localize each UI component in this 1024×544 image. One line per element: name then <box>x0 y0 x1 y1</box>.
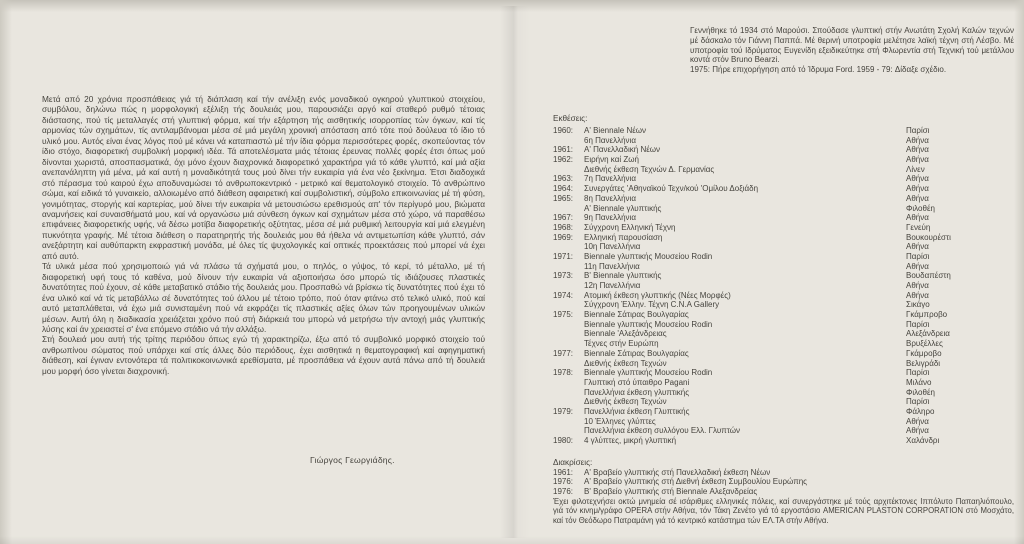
award-row <box>553 477 1014 486</box>
exhibition-location: Βρυξέλλες <box>906 339 943 349</box>
exhibition-name: Β' Biennale γλυπτικής <box>584 271 662 281</box>
exhibition-row <box>553 204 1014 214</box>
exhibition-location: Παρίσι <box>906 397 930 407</box>
exhibition-name: Πανελλήνια έκθεση Γλυπτικής <box>584 406 690 416</box>
exhibition-location: Αθήνα <box>906 174 929 184</box>
award-year: 1961: <box>553 468 574 477</box>
exhibition-name: Σύγχρονη Ελληνική Τέχνη <box>584 222 676 232</box>
exhibition-year: 1971: <box>553 251 574 261</box>
exhibition-location: Γενεύη <box>906 222 931 232</box>
exhibition-location: Φιλοθέη <box>906 203 935 213</box>
exhibition-location: Μιλάνο <box>906 377 932 387</box>
award-text: Α' Βραβείο γλυπτικής στή Διεθνή έκθεση Συμβουλίου Ευρώπης <box>584 477 808 487</box>
award-row <box>553 487 1014 496</box>
exhibition-year: 1964: <box>553 184 574 194</box>
exhibition-row <box>553 329 1014 339</box>
exhibition-year <box>553 262 584 272</box>
award-row <box>553 468 1014 477</box>
exhibition-location: Γκάμπροβο <box>906 310 948 320</box>
page-fold <box>500 6 530 538</box>
exhibition-row <box>553 359 1014 369</box>
exhibition-row <box>553 194 1014 204</box>
exhibition-name: Ειρήνη καί Ζωή <box>584 155 639 165</box>
exhibition-name: Διεθνής έκθεση Τεχνών <box>584 358 667 368</box>
exhibition-location: Βελιγράδι <box>906 358 941 368</box>
exhibition-year <box>553 417 584 427</box>
exhibition-location: Φιλοθέη <box>906 387 935 397</box>
exhibition-year <box>553 242 584 252</box>
award-text: Β' Βραβείο γλυπτικής στή Biennale Αλεξανδρείας <box>584 486 758 496</box>
exhibition-row <box>553 417 1014 427</box>
exhibition-location: Αθήνα <box>906 426 929 436</box>
exhibition-year <box>553 329 584 339</box>
bio-grants-line: 1975: Πήρε επιχορήγηση από τό Ίδρυμα Ford. 1959 - 79: Δίδαξε σχέδιο. <box>690 65 947 75</box>
exhibition-row <box>553 184 1014 194</box>
exhibition-name: Α' Biennale Νέων <box>584 126 647 135</box>
exhibitions-heading: Εκθέσεις: <box>553 114 588 123</box>
award-text: Α' Βραβείο γλυπτικής στή Πανελλαδική έκθεση Νέων <box>584 468 771 477</box>
exhibition-location: Αθήνα <box>906 242 929 252</box>
bio-paragraph: Γεννήθηκε τό 1934 στό Μαρούσι. Σπούδασε γλυπτική στήν Ανωτάτη Σχολή Καλών τεχνών μέ δάσκαλο τόν Γιάννη Παππά. Μέ θερινή υποτροφία μελέτησε λαϊκή τέχνη στή Λέσβο. Μέ υποτροφία τού Ιδρύματος Ευγενίδη εξειδικεύτηκε στή Φλωρεντία στή Τεχνική τού μετάλλου κοντά στόν Bruno Bearzi. <box>690 26 1014 65</box>
exhibition-year: 1960: <box>553 126 574 135</box>
exhibition-location: Αθήνα <box>906 290 929 300</box>
awards-heading: Διακρίσεις: <box>553 458 593 467</box>
exhibition-year: 1975: <box>553 310 574 320</box>
exhibition-year: 1969: <box>553 232 574 242</box>
exhibition-year <box>553 165 584 175</box>
exhibition-location: Γκάμροβο <box>906 348 942 358</box>
exhibition-row <box>553 407 1014 417</box>
exhibition-year <box>553 339 584 349</box>
exhibition-name: Συνεργάτες 'Αθηναϊκού Τεχν/κού 'Ομίλου Δοξιάδη <box>584 184 759 194</box>
exhibition-year: 1980: <box>553 436 574 445</box>
footer-note: Έχει φιλοτεχνήσει οκτώ μνημεία σέ ισάριθμες ελληνικές πόλεις, καί συνεργάστηκε μέ τούς αρχιτέκτονες Ιππόλυτο Παπαηλιόπουλο, γιά τόν κινημ/γράφο OPERA στήν Αθήνα, τόν Τάκη Ζενέτο γιά τό εργοστάσιο AMERICAN PLASTON CORPORATION στό Μοσχάτο, καί τόν Θεόδωρο Πατραμάνη γιά τό κεντρικό κατάστημα τών ΕΛ.ΤΑ στήν Αθήνα. <box>553 497 1014 525</box>
exhibition-name: Biennale 'Αλεξάνδρειας <box>584 329 667 339</box>
exhibition-name: Α' Πανελλαδική Νέων <box>584 145 661 155</box>
exhibition-location: Φάληρο <box>906 406 935 416</box>
exhibition-row <box>553 233 1014 243</box>
exhibition-name: Διεθνής έκθεση Τεχνών <box>584 397 667 407</box>
exhibition-name: Biennale γλυπτικής Μουσείου Rodin <box>584 368 713 378</box>
exhibition-year: 1965: <box>553 193 574 203</box>
exhibition-row <box>553 397 1014 407</box>
exhibition-row <box>553 136 1014 146</box>
exhibition-year <box>553 136 584 146</box>
exhibition-location: Παρίσι <box>906 319 930 329</box>
exhibition-year: 1968: <box>553 222 574 232</box>
exhibition-name: Α' Biennale γλυπτικής <box>584 203 662 213</box>
exhibition-row <box>553 368 1014 378</box>
statement-paragraph-3: Στή δουλειά μου αυτή τής τρίτης περιόδου όπως εγώ τή χαρακτηρίζω, έξω από τό συμβολικό μορφικό στοιχείο τού ανθρωπίνου σώματος πού υπάρχει καί στίς άλλες δύο περιόδους, έχει αισθητικά η θεματογραφική καί αφηγηματική διάθεση, καί έγιναν εντονότερα τά πολιτικοκοινωνικά ερεθίσματα, μέ προσπάθεια νά έχουν αυτά πάνω από τή δουλειά μου μορφή όσο γίνεται διαχρονική. <box>42 334 485 376</box>
exhibition-row <box>553 320 1014 330</box>
exhibition-name: 11η Πανελλήνια <box>584 261 640 271</box>
exhibition-year: 1961: <box>553 145 574 155</box>
exhibition-location: Βουδαπέστη <box>906 271 951 281</box>
exhibition-location: Χαλάνδρι <box>906 436 940 445</box>
exhibition-location: Αθήνα <box>906 135 929 145</box>
exhibition-row <box>553 426 1014 436</box>
exhibition-row <box>553 126 1014 136</box>
exhibition-year: 1977: <box>553 348 574 358</box>
exhibition-name: 4 γλύπτες, μικρή γλυπτική <box>584 436 677 445</box>
exhibition-location: Αθήνα <box>906 155 929 165</box>
exhibition-name: 10 Έλληνες γλύπτες <box>584 416 656 426</box>
exhibition-name: Τέχνες στήν Ευρώπη <box>584 339 659 349</box>
exhibition-name: Γλυπτική στό ύπαιθρο Pagani <box>584 377 690 387</box>
exhibition-year <box>553 397 584 407</box>
exhibition-location: Αθήνα <box>906 416 929 426</box>
exhibition-year: 1963: <box>553 174 574 184</box>
award-year: 1976: <box>553 477 574 487</box>
exhibition-row <box>553 174 1014 184</box>
scan-left-edge <box>0 0 12 544</box>
exhibition-row <box>553 271 1014 281</box>
exhibition-location: Αθήνα <box>906 261 929 271</box>
exhibition-location: Αθήνα <box>906 193 929 203</box>
exhibition-row <box>553 165 1014 175</box>
exhibition-name: Σύγχρονη Έλλην. Τέχνη C.N.A Gallery <box>584 300 720 310</box>
exhibition-year <box>553 281 584 291</box>
exhibition-year: 1967: <box>553 213 574 223</box>
award-year: 1976: <box>553 486 574 496</box>
exhibition-location: Αθήνα <box>906 145 929 155</box>
exhibition-row <box>553 339 1014 349</box>
exhibition-name: Biennale Σάτιρας Βουλγαρίας <box>584 310 689 320</box>
statement-paragraph-2: Τά υλικά μέσα πού χρησιμοποιώ γιά νά πλάσω τά σχήματά μου, ο πηλός, ο γύψος, τό κερί, τό μέταλλο, μέ τή διαφορετική υφή τους τό καθένα, μού δίνουν τήν ευκαιρία νά αξιοποιήσω όσο μπορώ τίς ιδιάζουσες πλαστικές δυνατότητες πού έχουν, σέ κάθε μεταβατικό στάδιο τής δουλειάς μου. Προσπαθώ νά βρίσκω τίς δυνατότητες πού έχει τό ένα υλικό καί νά τίς μεταβάλλω σέ δυνατότητες τού άλλου μέ τέτοιο τρόπο, πού όταν φτάνω στό τελικό υλικό, πού καί αυτό μεταπλάθεται, νά έχω μιά συνισταμένη πού νά εκφράζει τίς πλαστικές αξίες όλων τών προηγουμένων υλικών μέσων. Αυτή όλη η διαδικασία χρειάζεται χρόνο πού στή διάρκειά του μπορώ νά μετρήσω τήν αντοχή μιάς γλυπτικής λύσης καί άν χρειαστεί σ' ένα επόμενο στάδιο νά τήν αλλάξω. <box>42 261 485 334</box>
exhibition-year: 1974: <box>553 290 574 300</box>
exhibition-name: Ελληνική παρουσίαση <box>584 232 663 242</box>
exhibition-name: 8η Πανελλήνια <box>584 193 636 203</box>
exhibition-row <box>553 436 1014 446</box>
exhibition-location: Αθήνα <box>906 184 929 194</box>
exhibition-name: Διεθνής έκθεση Τεχνών Δ. Γερμανίας <box>584 164 715 174</box>
exhibition-location: Αθήνα <box>906 281 929 290</box>
exhibition-year <box>553 388 584 398</box>
exhibition-location: Παρίσι <box>906 251 930 261</box>
exhibition-row <box>553 310 1014 320</box>
exhibition-row <box>553 242 1014 252</box>
artist-signature: Γιώργος Γεωργιάδης. <box>310 455 395 465</box>
exhibition-row <box>553 145 1014 155</box>
exhibition-row <box>553 349 1014 359</box>
exhibition-row <box>553 252 1014 262</box>
exhibition-name: Ατομική έκθεση γλυπτικής (Νέες Μορφές) <box>584 290 731 300</box>
exhibition-row <box>553 281 1014 291</box>
exhibition-location: Βουκουρέστι <box>906 232 951 242</box>
exhibition-row <box>553 262 1014 272</box>
exhibition-location: Παρίσι <box>906 368 930 378</box>
exhibition-name: 12η Πανελλήνια <box>584 281 641 290</box>
exhibition-location: Λίνεν <box>906 164 925 174</box>
exhibition-row <box>553 291 1014 301</box>
exhibition-location: Αλεξάνδρεια <box>906 329 950 339</box>
exhibition-year: 1973: <box>553 271 574 281</box>
exhibition-year <box>553 359 584 369</box>
exhibition-location: Παρίσι <box>906 126 930 135</box>
exhibition-row <box>553 155 1014 165</box>
exhibition-location: Σικάγο <box>906 300 930 310</box>
exhibition-year: 1978: <box>553 368 574 378</box>
awards-list <box>553 468 1014 496</box>
exhibition-row <box>553 388 1014 398</box>
exhibition-row <box>553 213 1014 223</box>
exhibition-name: Biennale γλυπτικής Μουσείου Rodin <box>584 319 713 329</box>
exhibition-year <box>553 320 584 330</box>
exhibition-name: Biennale γλυπτικής Μουσείου Rodin <box>584 251 713 261</box>
exhibition-row <box>553 378 1014 388</box>
exhibition-name: 9η Πανελλήνια <box>584 213 636 223</box>
exhibition-year <box>553 204 584 214</box>
exhibition-name: Biennale Σάτιρας Βουλγαρίας <box>584 348 689 358</box>
artist-statement <box>42 94 485 376</box>
exhibition-year: 1979: <box>553 406 574 416</box>
exhibition-name: 7η Πανελλήνια <box>584 174 636 184</box>
exhibition-year <box>553 426 584 436</box>
exhibition-year: 1962: <box>553 155 574 165</box>
statement-paragraph-1: Μετά από 20 χρόνια προσπάθειας γιά τή διάπλαση καί τήν ανέλιξη ενός μοναδικού ογκηρού γλυπτικού στοιχείου, συμβόλου, δηλώνω πώς η μορφολογική εξέλιξη τής δουλειάς μου, παρουσιάζει αργό καί σταθερό ρυθμό τέτοιας διάστασης, πού τίς μεταλλαγές στή γλυπτική φόρμα, καί τήν εξάρτηση τής αισθητικής ισορροπίας τών όγκων, καί τίς αρμονίας τών σχημάτων, τίς αντιλαμβάνομαι μέσα σέ μιά μεγάλη χρονική απόσταση από τότε πού δούλευα τό ίδιο τό υλικό μου. Αυτός είναι ένας λόγος πού μέ κάνει νά καταπιαστώ μέ τήν ίδια φόρμα περισσότερες φορές, σκοπεύοντας τόν ίδιο στόχο, διαφορετική συμβολική μορφική ιδέα. Τά αποτελέσματα μιάς τέτοιας έρευνας πολλές φορές έτσι όπως μού δίνονται χωριστά, αποσπασματικά, όχι μόνο έχουν διαχρονικά διαφορετικό χαρακτήρα γιά τό κάθε γλυπτό, καί μιά αξία ανεπανάληπτη γιά μένα, μά καί αυτή η μοναδικότητά τους μού δίνει τήν ευκαιρία γιά ένα νέο ξεκίνημα. Έτσι διαδοχικά στό πέρασμα τού καιρού έχω αποδυναμώσει τό ανθρωποκεντρικό - μετρικό καί θεματολογικό στοιχείο. Τό ανθρώπινο σώμα, καί ειδικά τό γυναικείο, αλλοιωμένο από διάθεση αφαιρετική καί συμβολιστική, σύμβολο επικοινωνίας μέ τή φύση, γονιμότητας, στοργής καί καρτερίας, μού δίνει τήν ευκαιρία νά μετουσιώσω ερεθισμούς απ' τόν περίγυρό μου, βιώματα αναμνήσεις καί συναισθήματά μου, καί νά οργανώσω μιά σύνθεση όγκων καί σχημάτων μέσα στό χώρο, νά παραθέσω επιφάνειες διαφορετικής υφής, νά δέσω μοτίβα διαφορετικής οξύτητας, μέσα σέ μιά ρυθμική λειτουργία καί μιά ελεγμένη πυκνότητα γραφής. Μέ τέτοια διάθεση ο παρατηρητής τής δουλειάς μου θά ήθελα νά αντιμετωπίση κάθε γλυπτό, σάν ανεξάρτητη καί αυθύπαρκτη εκφραστική μονάδα, μέ όλες τίς ψυχολογικές καί οπτικές προεκτάσεις πού μπορεί νά έχει από αυτό. <box>42 94 485 261</box>
exhibition-name: Πανελλήνια έκθεση συλλόγου Ελλ. Γλυπτών <box>584 426 741 436</box>
exhibition-row <box>553 223 1014 233</box>
scan-right-edge <box>1014 0 1024 544</box>
exhibition-year <box>553 300 584 310</box>
artist-bio <box>690 26 1014 75</box>
exhibition-row <box>553 300 1014 310</box>
exhibition-name: 10η Πανελλήνια <box>584 242 641 252</box>
exhibitions-list <box>553 126 1014 446</box>
exhibition-name: 6η Πανελλήνια <box>584 135 636 145</box>
exhibition-location: Αθήνα <box>906 213 929 223</box>
exhibition-name: Πανελλήνια έκθεση γλυπτικής <box>584 387 690 397</box>
exhibition-year <box>553 378 584 388</box>
